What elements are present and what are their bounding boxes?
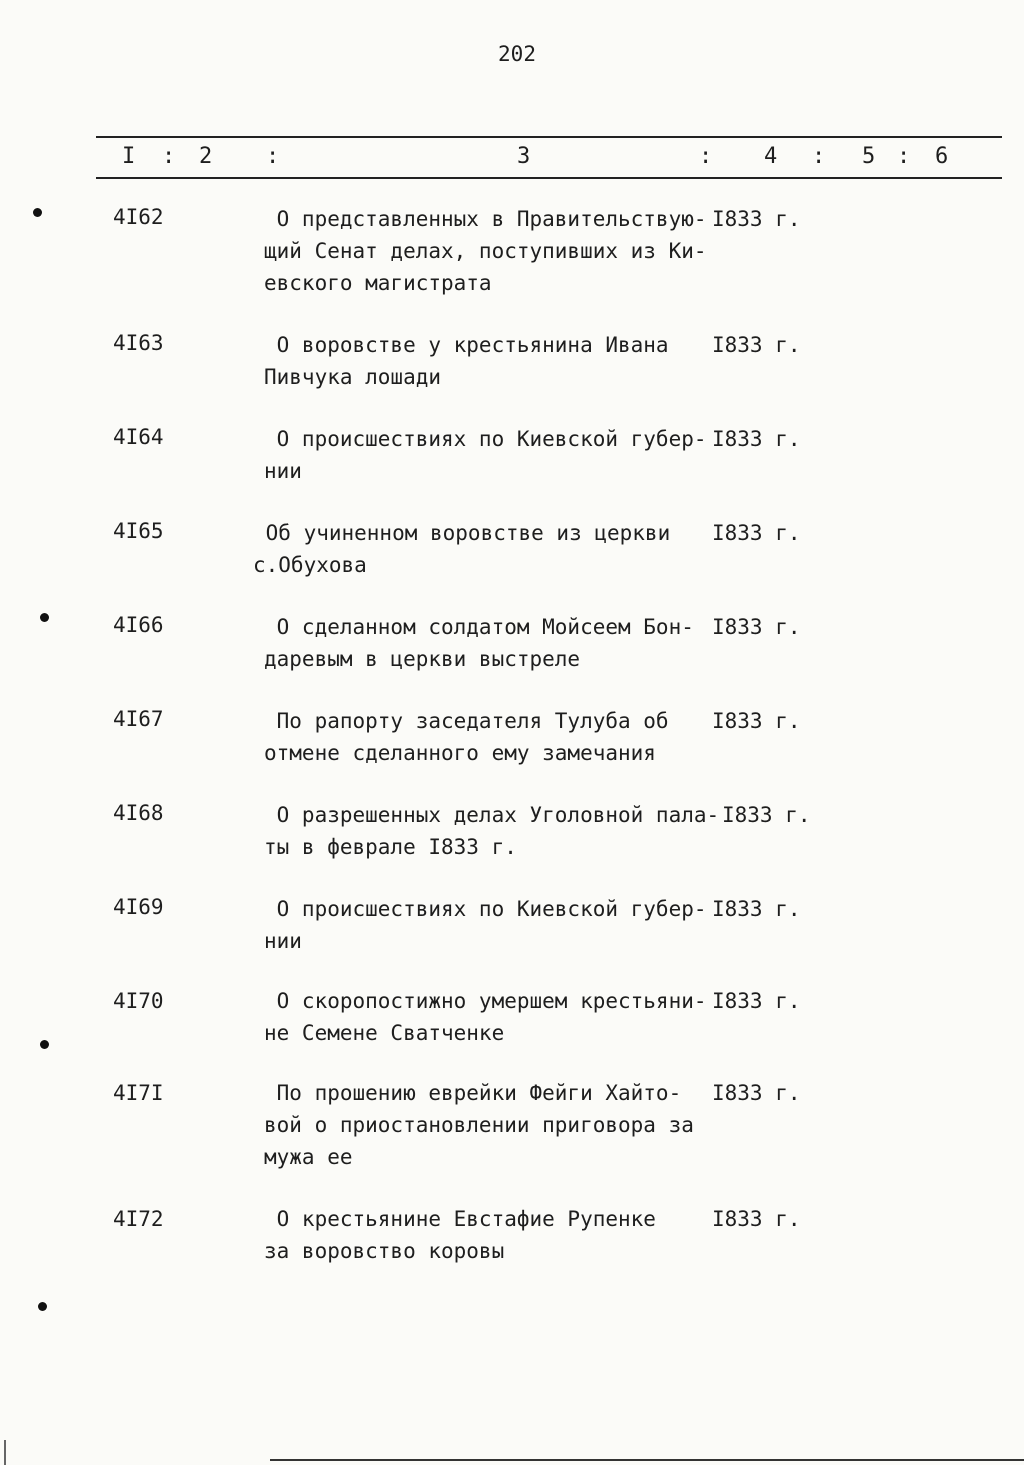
header-bottom-rule: [96, 177, 1002, 179]
row-title-line: щий Сенат делах, поступивших из Ки-: [264, 239, 707, 263]
row-date: I833 г.: [712, 1207, 801, 1231]
row-title-line: не Семене Сватченке: [264, 1021, 505, 1045]
row-date: I833 г.: [712, 207, 801, 231]
page-edge-mark: [4, 1440, 6, 1465]
row-number: 4I68: [113, 801, 164, 825]
row-title-line: за воровство коровы: [264, 1239, 505, 1263]
row-title-line: нии: [264, 929, 302, 953]
row-number: 4I69: [113, 895, 164, 919]
row-number: 4I72: [113, 1207, 164, 1231]
row-title-line: вой о приостановлении приговора за: [264, 1113, 694, 1137]
binding-hole-mark: [33, 208, 42, 217]
row-title-line: нии: [264, 459, 302, 483]
row-number: 4I67: [113, 707, 164, 731]
row-title-line: ты в феврале I833 г.: [264, 835, 517, 859]
header-separator: :: [699, 144, 713, 169]
row-number: 4I7I: [113, 1081, 164, 1105]
row-date: I833 г.: [712, 333, 801, 357]
bottom-page-rule: [270, 1459, 1024, 1461]
row-title-line: с.Обухова: [253, 553, 367, 577]
header-column-1: I: [122, 144, 136, 169]
row-title-line: О сделанном солдатом Мойсеем Бон-: [264, 615, 694, 639]
row-date: I833 г.: [712, 1081, 801, 1105]
row-title-line: О представленных в Правительствую-: [264, 207, 707, 231]
row-date: I833 г.: [712, 897, 801, 921]
header-top-rule: [96, 136, 1002, 138]
row-date: I833 г.: [712, 521, 801, 545]
row-number: 4I64: [113, 425, 164, 449]
row-date: I833 г.: [712, 427, 801, 451]
row-title-line: даревым в церкви выстреле: [264, 647, 581, 671]
row-number: 4I62: [113, 205, 164, 229]
row-title-line: По рапорту заседателя Тулуба об: [264, 709, 669, 733]
header-column-3: 3: [517, 144, 531, 169]
row-title-line: отмене сделанного ему замечания: [264, 741, 656, 765]
header-separator: :: [897, 144, 911, 169]
row-date: I833 г.: [722, 803, 811, 827]
row-title-line: О скоропостижно умершем крестьяни-: [264, 989, 707, 1013]
header-column-2: 2: [199, 144, 213, 169]
row-number: 4I65: [113, 519, 164, 543]
row-title-line: евского магистрата: [264, 271, 492, 295]
row-title-line: Об учиненном воровстве из церкви: [253, 521, 671, 545]
header-separator: :: [812, 144, 826, 169]
row-title-line: О воровстве у крестьянина Ивана: [264, 333, 669, 357]
row-number: 4I70: [113, 989, 164, 1013]
header-column-5: 5: [862, 144, 876, 169]
row-title-line: О крестьянине Евстафие Рупенке: [264, 1207, 656, 1231]
binding-hole-mark: [40, 1040, 49, 1049]
row-number: 4I63: [113, 331, 164, 355]
header-column-6: 6: [935, 144, 949, 169]
row-title-line: О происшествиях по Киевской губер-: [264, 897, 707, 921]
row-number: 4I66: [113, 613, 164, 637]
row-title-line: По прошению еврейки Фейги Хайто-: [264, 1081, 682, 1105]
row-date: I833 г.: [712, 615, 801, 639]
row-date: I833 г.: [712, 989, 801, 1013]
header-separator: :: [162, 144, 176, 169]
binding-hole-mark: [40, 613, 49, 622]
header-separator: :: [266, 144, 280, 169]
row-date: I833 г.: [712, 709, 801, 733]
header-column-4: 4: [764, 144, 778, 169]
page-number: 202: [498, 42, 536, 66]
row-title-line: О разрешенных делах Уголовной пала-: [264, 803, 720, 827]
row-title-line: Пивчука лошади: [264, 365, 442, 389]
row-title-line: мужа ее: [264, 1145, 353, 1169]
row-title-line: О происшествиях по Киевской губер-: [264, 427, 707, 451]
binding-hole-mark: [38, 1302, 47, 1311]
